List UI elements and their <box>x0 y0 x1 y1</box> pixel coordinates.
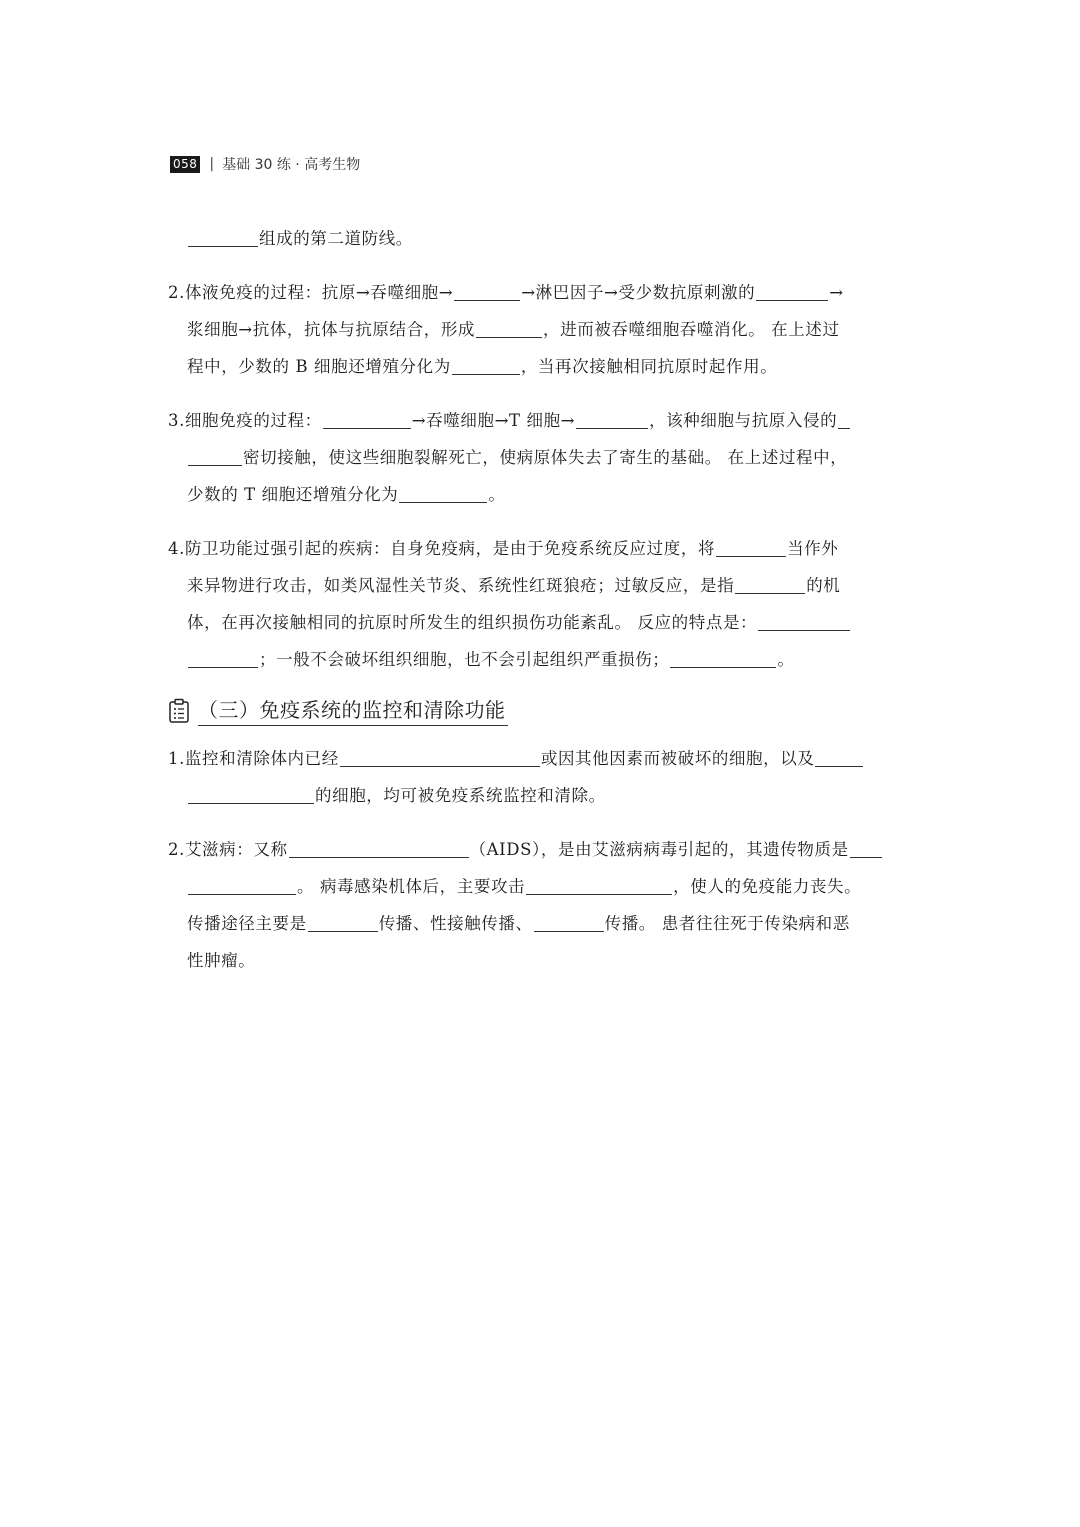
answer-blank[interactable] <box>399 484 487 503</box>
answer-blank[interactable] <box>815 748 863 767</box>
text: 传播。 患者往往死于传染病和恶 <box>604 914 850 933</box>
text: 浆细胞→抗体，抗体与抗原结合，形成 <box>187 320 476 339</box>
answer-blank[interactable] <box>576 410 648 429</box>
question-2-humoral <box>168 274 912 385</box>
text: 监控和清除体内已经 <box>184 749 339 768</box>
answer-blank[interactable] <box>188 785 314 804</box>
text: →吞噬细胞→T 细胞→ <box>411 411 576 430</box>
text: ，该种细胞与抗原入侵的 <box>649 411 838 430</box>
text: 密切接触，使这些细胞裂解死亡，使病原体失去了寄生的基础。 在上述过程中， <box>243 448 848 467</box>
s3-question-1 <box>168 740 912 814</box>
text: 体，在再次接触相同的抗原时所发生的组织损伤功能紊乱。 反应的特点是： <box>187 613 758 632</box>
answer-blank[interactable] <box>452 356 520 375</box>
answer-blank[interactable] <box>756 282 828 301</box>
answer-blank[interactable] <box>838 410 850 429</box>
answer-blank[interactable] <box>454 282 520 301</box>
text: 防卫功能过强引起的疾病：自身免疫病，是由于免疫系统反应过度，将 <box>184 539 716 558</box>
text: 。 <box>777 650 795 669</box>
answer-blank[interactable] <box>850 839 882 858</box>
answer-blank[interactable] <box>188 649 258 668</box>
text: 的细胞，均可被免疫系统监控和清除。 <box>315 786 606 805</box>
answer-blank[interactable] <box>534 913 604 932</box>
text: （AIDS），是由艾滋病病毒引起的，其遗传物质是 <box>469 840 849 859</box>
text: 组成的第二道防线。 <box>259 229 413 248</box>
answer-blank[interactable] <box>526 876 672 895</box>
text: 传播、性接触传播、 <box>378 914 533 933</box>
text: 体液免疫的过程：抗原→吞噬细胞→ <box>184 283 454 302</box>
text: ；一般不会破坏组织细胞，也不会引起组织严重损伤； <box>259 650 670 669</box>
answer-blank[interactable] <box>758 612 850 631</box>
section-heading <box>168 695 912 726</box>
answer-blank[interactable] <box>716 538 786 557</box>
text: 或因其他因素而被破坏的细胞，以及 <box>540 749 815 768</box>
text: ，使人的免疫能力丧失。 <box>673 877 862 896</box>
question-number: 4. <box>168 539 185 558</box>
text: 传播途径主要是 <box>187 914 307 933</box>
answer-blank[interactable] <box>323 410 411 429</box>
text: 的机 <box>806 576 841 595</box>
text: 艾滋病：又称 <box>184 840 288 859</box>
page-header <box>170 154 360 174</box>
section2-tail <box>168 220 912 257</box>
text: 性肿瘤。 <box>187 951 256 970</box>
header-separator: | <box>209 156 215 172</box>
s3-question-2-aids <box>168 831 912 979</box>
text: ，当再次接触相同抗原时起作用。 <box>520 357 778 376</box>
text: 当作外 <box>787 539 839 558</box>
answer-blank[interactable] <box>670 649 776 668</box>
answer-blank[interactable] <box>188 447 242 466</box>
answer-blank[interactable] <box>289 839 469 858</box>
question-number: 3. <box>168 411 185 430</box>
question-number: 1. <box>168 749 185 768</box>
question-number: 2. <box>168 840 185 859</box>
book-title: 基础 30 练 · 高考生物 <box>222 157 361 173</box>
question-number: 2. <box>168 283 185 302</box>
text: 来异物进行攻击，如类风湿性关节炎、系统性红斑狼疮；过敏反应，是指 <box>187 576 735 595</box>
text: 细胞免疫的过程： <box>184 411 322 430</box>
page-number: 058 <box>170 156 200 173</box>
text: → <box>829 283 844 302</box>
question-4-hypersensitivity <box>168 530 912 678</box>
answer-blank[interactable] <box>735 575 805 594</box>
text: 少数的 T 细胞还增殖分化为 <box>187 485 399 504</box>
answer-blank[interactable] <box>308 913 378 932</box>
answer-blank[interactable] <box>188 876 296 895</box>
answer-blank[interactable] <box>340 748 540 767</box>
clipboard-icon <box>168 698 190 724</box>
section-title: （三）免疫系统的监控和清除功能 <box>198 695 508 726</box>
text: ，进而被吞噬细胞吞噬消化。 在上述过 <box>543 320 840 339</box>
text: 。 病毒感染机体后，主要攻击 <box>297 877 526 896</box>
text: 程中，少数的 B 细胞还增殖分化为 <box>187 357 451 376</box>
text: →淋巴因子→受少数抗原刺激的 <box>521 283 756 302</box>
text: 。 <box>488 485 506 504</box>
page-content <box>168 220 912 996</box>
answer-blank[interactable] <box>188 228 258 247</box>
question-3-cellular <box>168 402 912 513</box>
answer-blank[interactable] <box>476 319 542 338</box>
